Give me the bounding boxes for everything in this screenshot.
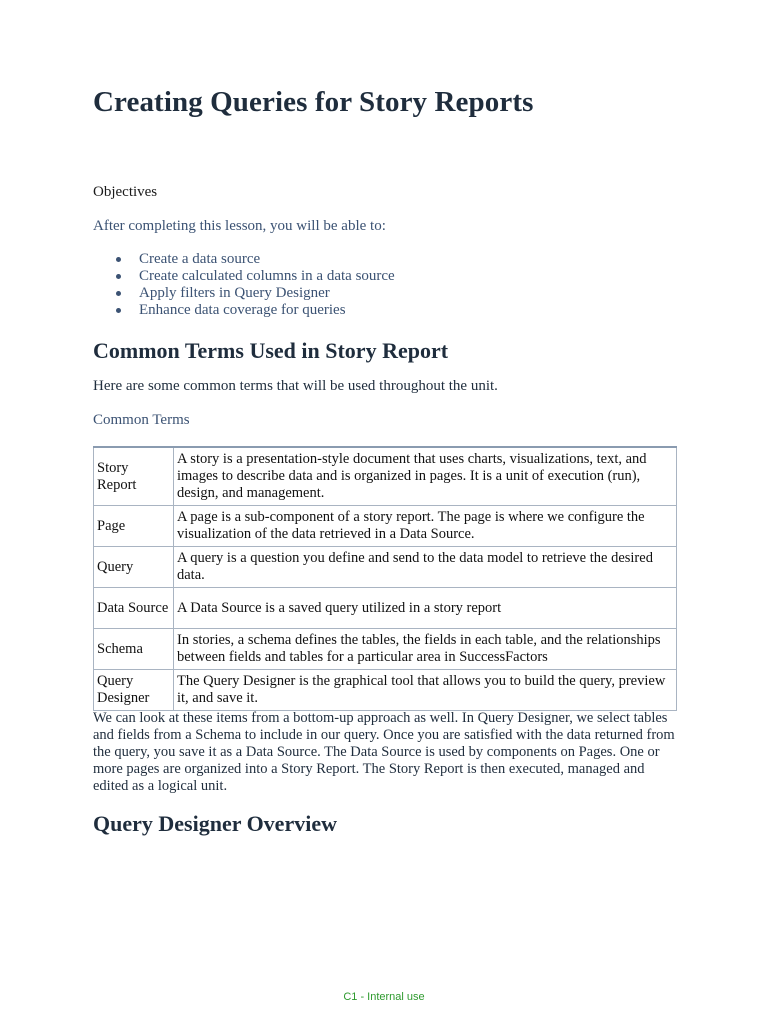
section-heading-query-designer: Query Designer Overview: [93, 811, 337, 836]
objective-text: Create calculated columns in a data source: [139, 268, 395, 284]
page-title: Creating Queries for Story Reports: [93, 86, 534, 118]
bullet-icon: [116, 257, 121, 262]
section-heading-common-terms: Common Terms Used in Story Report: [93, 338, 449, 363]
definition-cell: The Query Designer is the graphical tool that allows you to build the query, preview it, and save it.: [174, 670, 677, 711]
definition-cell: A page is a sub-component of a story report. The page is where we configure the visualization of the data retrieved in a Data Source.: [174, 506, 677, 547]
bullet-icon: [116, 274, 121, 279]
term-cell: Data Source: [94, 588, 174, 629]
table-row: [94, 588, 677, 629]
definition-cell: A Data Source is a saved query utilized in a story report: [174, 588, 677, 629]
objective-item: [93, 251, 395, 268]
definition-cell: In stories, a schema defines the tables, the fields in each table, and the relationships between fields and tables for a particular area in SuccessFactors: [174, 629, 677, 670]
terms-caption: Common Terms: [93, 412, 190, 428]
objectives-list: [93, 251, 395, 319]
bullet-icon: [116, 308, 121, 313]
table-row: [94, 447, 677, 506]
objective-text: Apply filters in Query Designer: [139, 285, 330, 301]
objectives-intro: After completing this lesson, you will be able to:: [93, 218, 386, 234]
definition-cell: A query is a question you define and send to the data model to retrieve the desired data.: [174, 547, 677, 588]
table-row: [94, 629, 677, 670]
objective-text: Enhance data coverage for queries: [139, 302, 346, 318]
table-row: [94, 670, 677, 711]
table-row: [94, 506, 677, 547]
bullet-icon: [116, 291, 121, 296]
objectives-label: Objectives: [93, 184, 158, 200]
objective-item: [93, 302, 395, 319]
term-cell: Query: [94, 547, 174, 588]
term-cell: Page: [94, 506, 174, 547]
terms-table: [93, 446, 677, 711]
definition-cell: A story is a presentation-style document that uses charts, visualizations, text, and images to describe data and is organized in pages. It is a unit of execution (run), design, and management.: [174, 447, 677, 506]
term-cell: Query Designer: [94, 670, 174, 711]
footer-classification: C1 - Internal use: [343, 991, 425, 1003]
terms-intro: Here are some common terms that will be used throughout the unit.: [93, 378, 498, 394]
term-cell: Schema: [94, 629, 174, 670]
objective-item: [93, 285, 395, 302]
term-cell: Story Report: [94, 447, 174, 506]
objective-text: Create a data source: [139, 251, 261, 267]
bottom-up-paragraph: We can look at these items from a bottom-up approach as well. In Query Designer, we select tables and fields from a Schema to include in our query. Once you are satisfied with the data returned from the query, you save it as a Data Source. The Data Source is used by components on Pages. One or more pages are organized into a Story Report. The Story Report is then executed, managed and edited as a logical unit.: [93, 710, 675, 794]
table-row: [94, 547, 677, 588]
objective-item: [93, 268, 395, 285]
